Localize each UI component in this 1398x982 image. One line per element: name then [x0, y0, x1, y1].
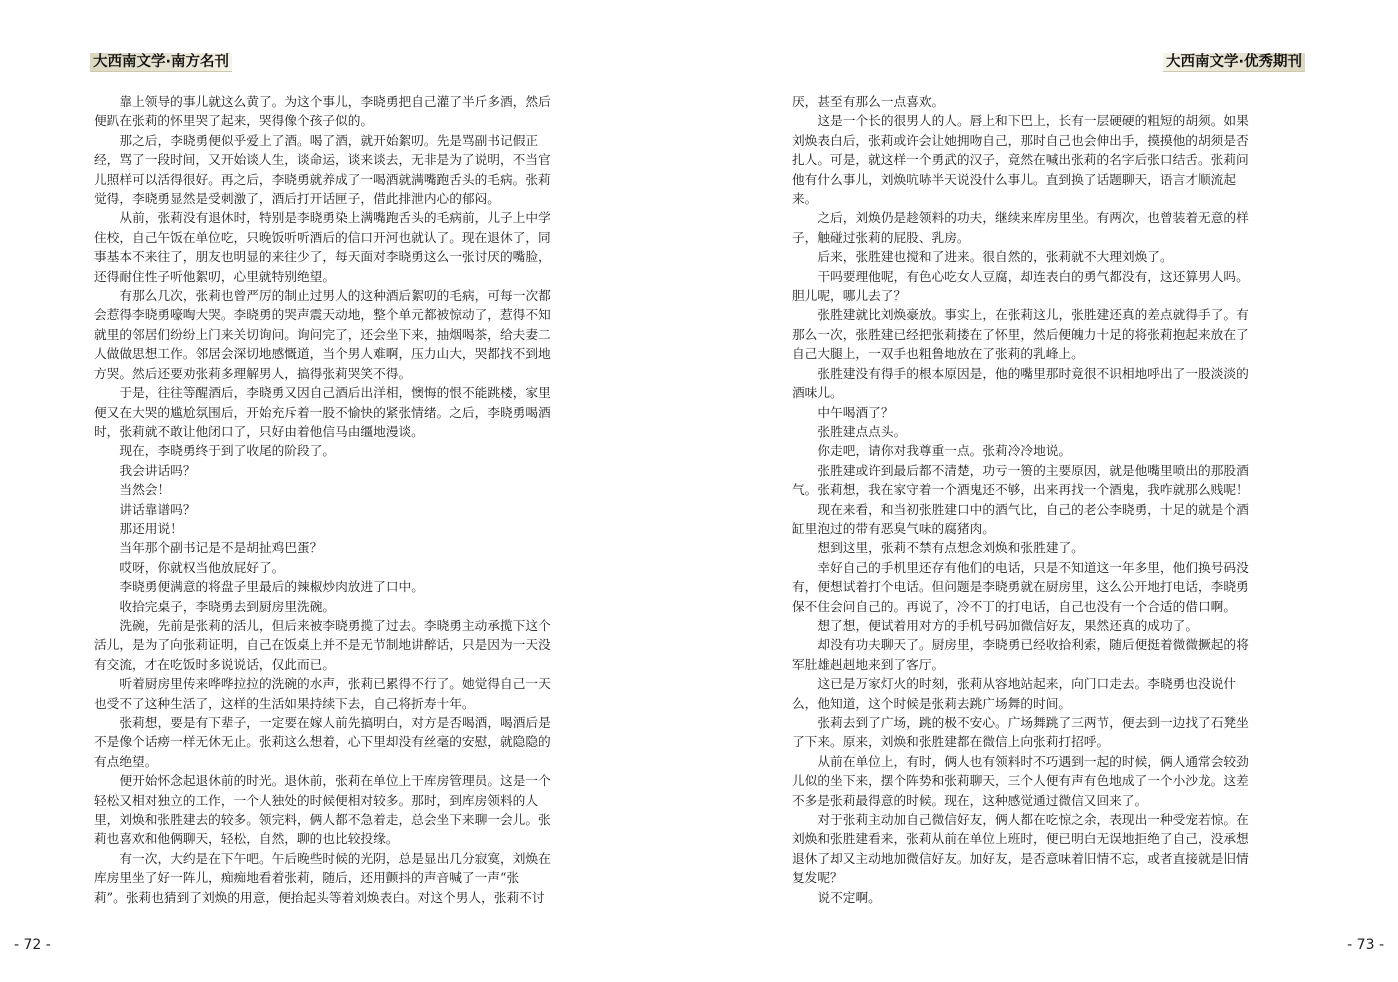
text-line: 当然会！ — [119, 482, 171, 498]
text-line: 退休了却又主动地加微信好友。加好友，是否意味着旧情不忘，或者直接就是旧情 — [792, 850, 1249, 866]
text-line: 军肚雄赳赳地来到了客厅。 — [792, 656, 945, 672]
text-line: 幸好自己的手机里还存有他们的电话，只是不知道这一年多里，他们换号码没 — [817, 559, 1249, 575]
text-line: 从前，张莉没有退休时，特别是李晓勇染上满嘴跑舌头的毛病前，儿子上中学 — [119, 210, 551, 226]
text-line: 胆儿呢，哪儿去了？ — [792, 288, 907, 304]
text-line: 也受不了这种生活了，这样的生活如果持续下去，自己将折寿十年。 — [94, 695, 475, 711]
text-line: 来。 — [792, 191, 818, 207]
text-line: 自己大腿上，一双手也粗鲁地放在了张莉的乳峰上。 — [792, 346, 1084, 362]
text-line: 那还用说！ — [119, 520, 183, 536]
text-line: 厌，甚至有那么一点喜欢。 — [792, 94, 945, 109]
text-line: 对于张莉主动加自己微信好友，俩人都在吃惊之余，表现出一种受宠若惊。在 — [817, 812, 1249, 828]
text-line: 想到这里，张莉不禁有点想念刘焕和张胜建了。 — [817, 540, 1084, 556]
text-line: 保不住会问自己的。再说了，冷不丁的打电话，自己也没有一个合适的借口啊。 — [792, 598, 1237, 614]
text-line: 有，便想试着打个电话。但问题是李晓勇就在厨房里，这么公开地打电话，李晓勇 — [792, 579, 1249, 595]
text-line: 收拾完桌子，李晓勇去到厨房里洗碗。 — [119, 598, 336, 614]
text-line: 缸里泡过的带有恶臭气味的腐猪肉。 — [792, 520, 995, 536]
text-line: 莉”。张莉也猜到了刘焕的用意，便抬起头等着刘焕表白。对这个男人，张莉不讨 — [94, 889, 545, 905]
text-line: 我会讲话吗？ — [119, 462, 196, 478]
text-line: 儿照样可以活得很好。再之后，李晓勇就养成了一喝酒就满嘴跑舌头的毛病。张莉 — [94, 171, 551, 187]
text-line: 听着厨房里传来哗哗拉拉的洗碗的水声，张莉已累得不行了。她觉得自己一天 — [119, 676, 551, 692]
text-line: 子，触碰过张莉的屁股、乳房。 — [792, 229, 970, 245]
text-line: 儿似的坐下来，摆个阵势和张莉聊天，三个人便有声有色地成了一个小沙龙。这差 — [792, 773, 1249, 789]
text-line: 方哭。然后还要劝张莉多理解男人，搞得张莉哭笑不得。 — [94, 365, 412, 381]
text-line: 便又在大哭的尴尬氛围后，开始充斥着一股不愉快的紧张情绪。之后，李晓勇喝酒 — [94, 404, 551, 420]
text-line: 扎人。可是，就这样一个勇武的汉子，竟然在喊出张莉的名字后张口结舌。张莉问 — [792, 152, 1249, 168]
text-line: 不多是张莉最得意的时候。现在，这种感觉通过微信又回来了。 — [792, 792, 1148, 808]
text-line: 靠上领导的事儿就这么黄了。为这个事儿，李晓勇把自己灌了半斤多酒，然后 — [119, 94, 551, 109]
text-line: 张胜建点点头。 — [817, 423, 907, 439]
text-line: 刘焕和张胜建看来，张莉从前在单位上班时，便已明白无误地拒绝了自己，没承想 — [792, 831, 1249, 847]
text-line: 之后，刘焕仍是趁领料的功夫，继续来库房里坐。有两次，也曾装着无意的样 — [817, 210, 1249, 226]
text-line: 于是，往往等醒酒后，李晓勇又因自己酒后出洋相，懊悔的恨不能跳楼，家里 — [119, 385, 551, 401]
text-line: 会惹得李晓勇嚎啕大哭。李晓勇的哭声震天动地，整个单元都被惊动了，惹得不知 — [94, 307, 551, 323]
text-line: 你走吧，请你对我尊重一点。张莉冷冷地说。 — [817, 443, 1072, 459]
text-line: 想了想，便试着用对方的手机号码加微信好友，果然还真的成功了。 — [817, 617, 1199, 633]
text-line: 时，张莉就不敢让他闭口了，只好由着他信马由缰地漫谈。 — [94, 423, 424, 439]
text-line: 干吗要理他呢，有色心吃女人豆腐，却连表白的勇气都没有，这还算男人吗。 — [817, 268, 1249, 284]
text-line: 张莉想，要是有下辈子，一定要在嫁人前先搞明白，对方是否喝酒，喝酒后是 — [119, 715, 551, 730]
text-line: 住校，自己午饭在单位吃，只晚饭听听酒后的信口开河也就认了。现在退休了，同 — [94, 229, 551, 245]
text-line: 那么一次，张胜建已经把张莉搂在了怀里，然后便魄力十足的将张莉抱起来放在了 — [792, 326, 1249, 342]
text-line: 便趴在张莉的怀里哭了起来，哭得像个孩子似的。 — [94, 113, 374, 129]
text-line: 经，骂了一段时间，又开始谈人生，谈命运，谈来谈去，无非是为了说明，不当官 — [94, 152, 551, 168]
text-line: 讲话靠谱吗？ — [119, 501, 196, 517]
text-line: 有那么几次，张莉也曾严厉的制止过男人的这种酒后絮叨的毛病，可每一次都 — [119, 288, 551, 304]
text-line: 里，刘焕和张胜建去的较多。领完料，俩人都不急着走，总会坐下来聊一会儿。张 — [94, 812, 551, 828]
text-line: 当年那个副书记是不是胡扯鸡巴蛋？ — [119, 540, 323, 556]
text-line: 轻松又相对独立的工作，一个人独处的时候便相对较多。那时，到库房领料的人 — [94, 792, 539, 808]
text-line: 后来，张胜建也搅和了进来。很自然的，张莉就不大理刘焕了。 — [817, 249, 1173, 265]
right-page — [699, 0, 1398, 982]
text-line: 便开始怀念起退休前的时光。退休前，张莉在单位上干库房管理员。这是一个 — [119, 773, 551, 789]
text-line: 那之后，李晓勇便似乎爱上了酒。喝了酒，就开始絮叨。先是骂副书记假正 — [119, 132, 539, 148]
text-line: 就里的邻居们纷纷上门来关切询问。询问完了，还会坐下来，抽烟喝茶，给夫妻二 — [94, 326, 551, 342]
text-line: 库房里坐了好一阵儿，痴痴地看着张莉，随后，还用颤抖的声音喊了一声“张 — [94, 870, 520, 886]
text-line: 有一次，大约是在下午吧。午后晚些时候的光阴，总是显出几分寂寞，刘焕在 — [119, 850, 551, 866]
text-line: 有交流，才在吃饭时多说说话，仅此而已。 — [94, 656, 336, 672]
text-line: 现在，李晓勇终于到了收尾的阶段了。 — [119, 443, 336, 459]
left-page-body — [94, 92, 608, 907]
text-line: 觉得，李晓勇显然是受刺激了，酒后打开话匣子，借此排泄内心的郁闷。 — [94, 191, 500, 207]
text-line: 莉也喜欢和他俩聊天，轻松，自然，聊的也比较投缘。 — [94, 831, 399, 847]
right-page-number: - 73 - — [1347, 937, 1384, 953]
text-line: 从前在单位上，有时，俩人也有领料时不巧遇到一起的时候，俩人通常会较劲 — [817, 753, 1249, 769]
right-page-body — [792, 92, 1307, 907]
text-line: 人做做思想工作。邻居会深切地感慨道，当个男人难啊，压力山大，哭都找不到地 — [94, 346, 551, 362]
text-line: 活儿，是为了向张莉证明，自己在饭桌上并不是无节制地讲醉话，只是因为一天没 — [94, 637, 551, 653]
text-line: 这已是万家灯火的时刻，张莉从容地站起来，向门口走去。李晓勇也没说什 — [817, 676, 1237, 692]
left-running-header: 大西南文学·南方名刊 — [90, 53, 232, 72]
text-line: 却没有功夫聊天了。厨房里，李晓勇已经收拾利索，随后便挺着微微撅起的将 — [817, 637, 1249, 653]
text-line: 张胜建就比刘焕豪放。事实上，在张莉这儿，张胜建还真的差点就得手了。有 — [817, 307, 1249, 323]
text-line: 这是一个长的很男人的人。唇上和下巴上，长有一层硬硬的粗短的胡须。如果 — [817, 113, 1249, 129]
text-line: 张胜建没有得手的根本原因是，他的嘴里那时竟很不识相地呼出了一股淡淡的 — [817, 365, 1249, 381]
text-line: 刘焕表白后，张莉或许会让她拥吻自己，那时自己也会伸出手，摸摸他的胡须是否 — [792, 132, 1249, 148]
text-line: 洗碗，先前是张莉的活儿，但后来被李晓勇揽了过去。李晓勇主动承揽下这个 — [119, 617, 551, 633]
text-line: 现在来看，和当初张胜建口中的酒气比，自己的老公李晓勇，十足的就是个酒 — [817, 501, 1249, 517]
text-line: 哎呀，你就权当他放屁好了。 — [119, 559, 285, 575]
text-line: 张胜建或许到最后都不清楚，功亏一篑的主要原因，就是他嘴里喷出的那股酒 — [817, 462, 1249, 478]
text-line: 不是像个话痨一样无休无止。张莉这么想着，心下里却没有丝毫的安慰，就隐隐的 — [94, 734, 551, 750]
text-line: 他有什么事儿，刘焕吭哧半天说没什么事儿。直到换了话题聊天，语言才顺流起 — [792, 171, 1237, 187]
text-line: 说不定啊。 — [817, 889, 881, 905]
text-line: 中午喝酒了？ — [817, 404, 894, 420]
right-running-header: 大西南文学·优秀期刊 — [1163, 53, 1305, 72]
text-line: 有点绝望。 — [94, 753, 158, 769]
left-page-number: - 72 - — [14, 937, 51, 953]
text-line: 事基本不来往了，朋友也明显的来往少了，每天面对李晓勇这么一张讨厌的嘴脸， — [94, 249, 551, 265]
text-line: 李晓勇便满意的将盘子里最后的辣椒炒肉放进了口中。 — [119, 579, 424, 595]
text-line: 了下来。原来，刘焕和张胜建都在微信上向张莉打招呼。 — [792, 734, 1110, 750]
text-line: 复发呢？ — [792, 870, 843, 886]
text-line: 酒味儿。 — [792, 385, 843, 401]
text-line: 张莉去到了广场，跳的极不安心。广场舞跳了三两节，便去到一边找了石凳坐 — [817, 715, 1249, 730]
text-line: 么，他知道，这个时候是张莉去跳广场舞的时间。 — [792, 695, 1072, 711]
text-line: 还得耐住性子听他絮叨，心里就特别绝望。 — [94, 268, 336, 284]
text-line: 气。张莉想，我在家守着一个酒鬼还不够，出来再找一个酒鬼，我咋就那么贱呢！ — [792, 482, 1249, 498]
